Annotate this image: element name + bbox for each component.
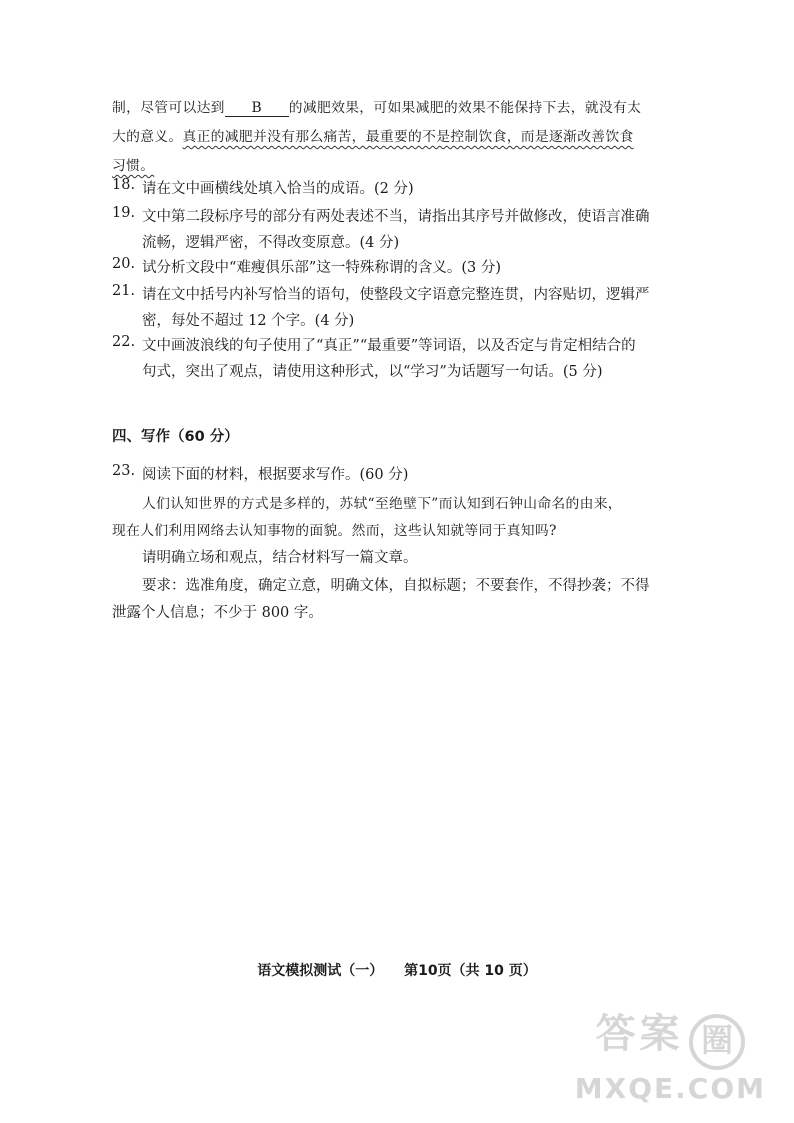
footer-test-name: 语文模拟测试（一）: [257, 963, 384, 979]
requirements-line-1: 要求：选准角度，确定立意，明确文体，自拟标题；不要套作，不得抄袭；不得: [142, 578, 650, 594]
question-number: 23.: [112, 463, 136, 479]
question-text: 文中第二段标序号的部分有两处表述不当，请指出其序号并做修改，使语言准确: [142, 209, 650, 225]
watermark-url: MXQE.COM: [574, 1072, 766, 1105]
question-text-cont: 密，每处不超过 12 个字。(4 分): [142, 313, 355, 329]
writing-prompt: 请明确立场和观点，结合材料写一篇文章。: [142, 550, 418, 566]
passage-line-3: [112, 154, 154, 174]
question-text: 试分析文段中“难瘦俱乐部”这一特殊称谓的含义。(3 分): [142, 260, 501, 276]
question-number: 20.: [112, 256, 136, 272]
blank-letter: B: [251, 100, 262, 116]
section-title-writing: 四、写作（60 分）: [112, 429, 239, 445]
wavy-underlined-ending: 习惯。: [112, 158, 155, 174]
passage-line2-plain: 大的意义。: [112, 129, 183, 145]
watermark-logo: [575, 1002, 766, 1106]
material-line-2: 现在人们利用网络去认知事物的面貌。然而，这些认知就等同于真知吗?: [112, 523, 557, 539]
page-footer: [0, 960, 794, 980]
question-number: 18.: [112, 177, 136, 193]
question-number: 22.: [112, 334, 136, 350]
material-line-1: 人们认知世界的方式是多样的，苏轼“至绝壁下”而认知到石钟山命名的由来，: [142, 496, 622, 512]
question-text-cont: 句式，突出了观点，请使用这种形式，以“学习”为话题写一句话。(5 分): [142, 364, 603, 380]
footer-page-info: 第10页（共 10 页）: [404, 963, 537, 979]
question-instruction: 阅读下面的材料，根据要求写作。(60 分): [142, 467, 409, 483]
question-text: 请在文中括号内补写恰当的语句，使整段文字语意完整连贯，内容贴切，逻辑严: [142, 287, 650, 303]
question-text-cont: 流畅，逻辑严密，不得改变原意。(4 分): [142, 235, 400, 251]
watermark-chars: 答案: [595, 1010, 684, 1057]
watermark-seal-icon: 圈: [689, 1014, 745, 1070]
requirements-line-2: 泄露个人信息；不少于 800 字。: [112, 605, 323, 621]
question-text: 请在文中画横线处填入恰当的成语。(2 分): [142, 181, 414, 197]
question-text: 文中画波浪线的句子使用了“真正”“最重要”等词语，以及否定与肯定相结合的: [142, 338, 636, 354]
passage-line-2: [112, 125, 634, 145]
passage-line1-pre: 制，尽管可以达到: [112, 100, 225, 116]
answer-blank-b: [225, 101, 289, 117]
question-number: 19.: [112, 205, 136, 221]
passage-line-1: [112, 96, 641, 117]
passage-line1-post: 的减肥效果，可如果减肥的效果不能保持下去，就没有太: [288, 100, 642, 116]
question-number: 21.: [112, 283, 136, 299]
wavy-underlined-sentence: 真正的减肥并没有那么痛苦，最重要的不是控制饮食，而是逐渐改善饮食: [182, 129, 634, 145]
